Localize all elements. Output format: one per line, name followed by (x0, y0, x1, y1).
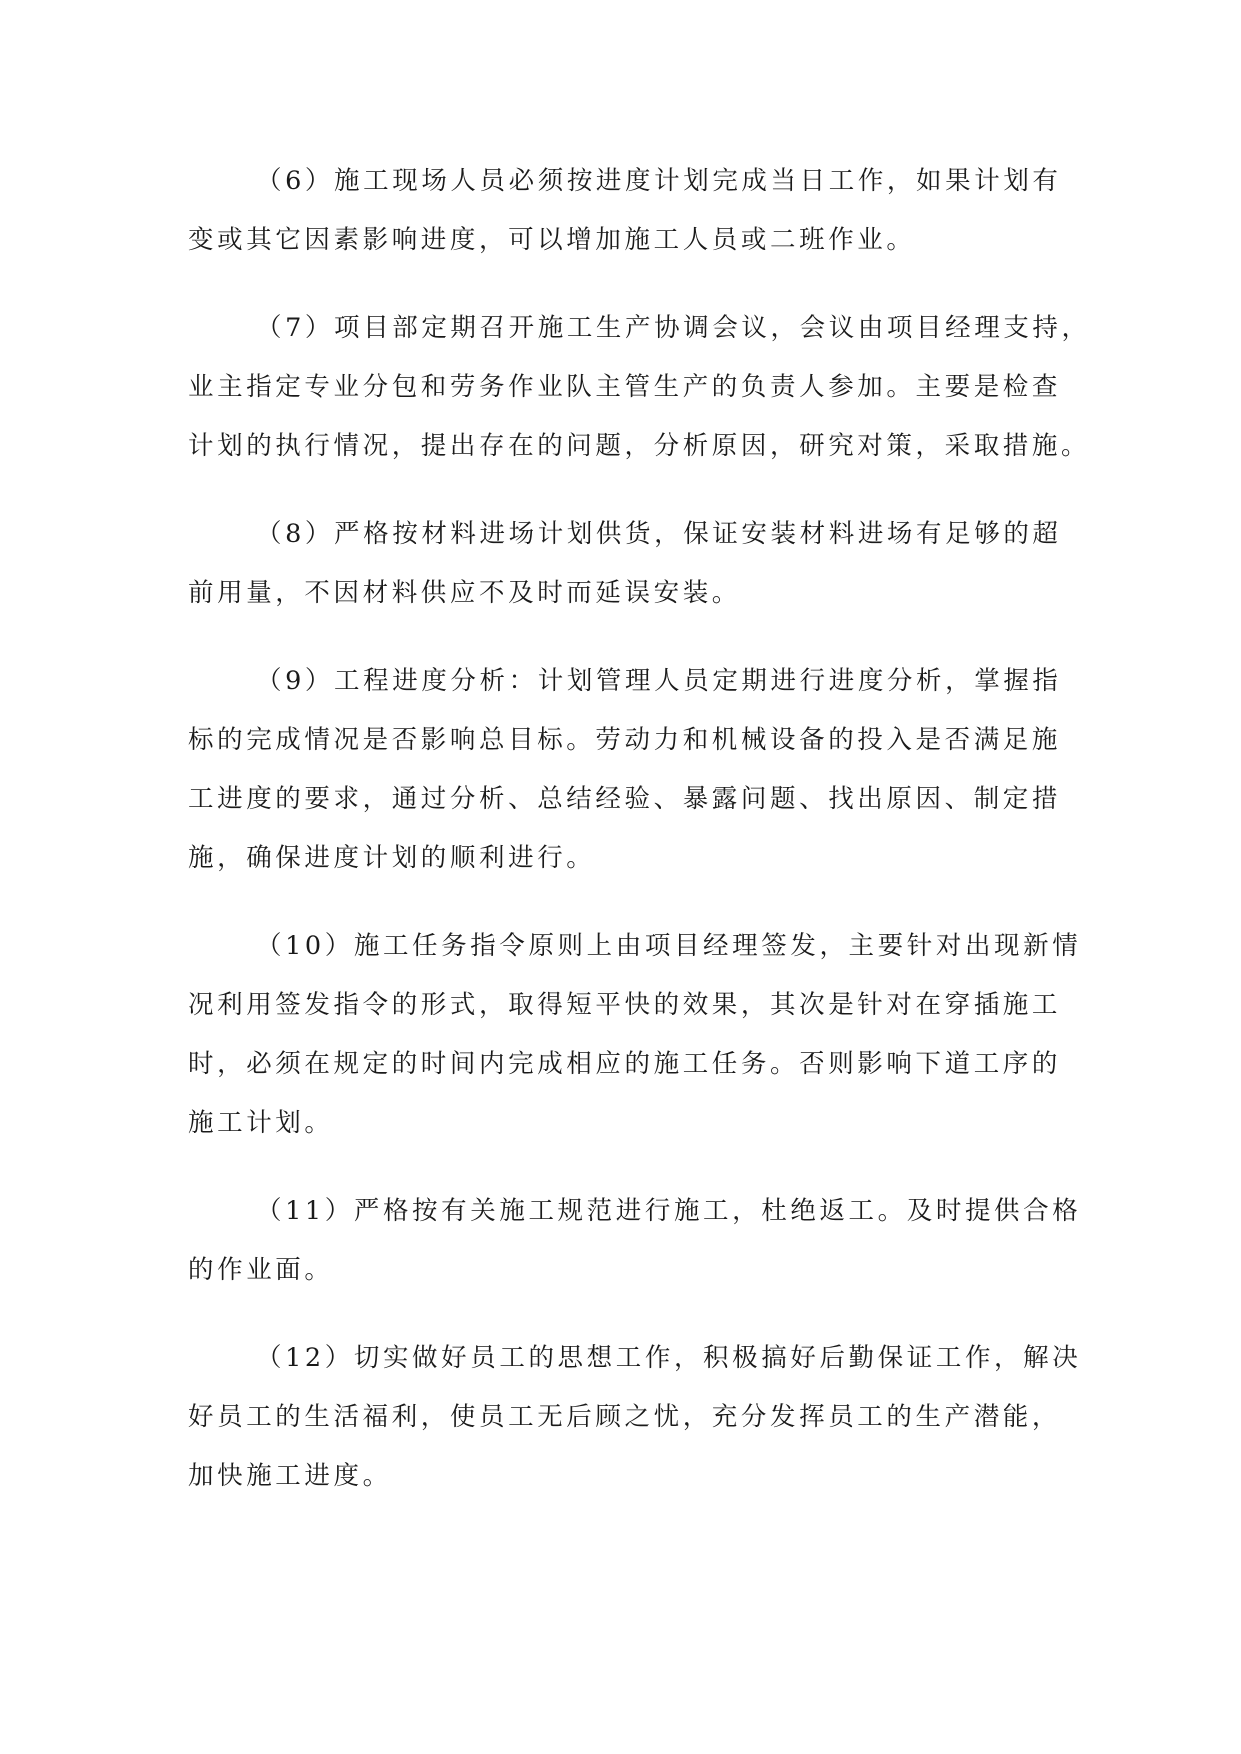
document-body (188, 152, 1091, 1535)
paragraph-line: （6）施工现场人员必须按进度计划完成当日工作，如果计划有 (256, 166, 1062, 196)
paragraph-line: 前用量，不因材料供应不及时而延误安装。 (188, 578, 741, 608)
paragraph-line: （12）切实做好员工的思想工作，积极搞好后勤保证工作，解决 (256, 1343, 1082, 1373)
paragraph-10 (188, 917, 1082, 1153)
paragraph-line: 业主指定专业分包和劳务作业队主管生产的负责人参加。主要是检查 (188, 372, 1062, 402)
paragraph-line: （11）严格按有关施工规范进行施工，杜绝返工。及时提供合格 (256, 1196, 1082, 1226)
paragraph-line: 变或其它因素影响进度，可以增加施工人员或二班作业。 (188, 225, 916, 255)
paragraph-line: （9）工程进度分析：计划管理人员定期进行进度分析，掌握指 (256, 666, 1062, 696)
paragraph-11 (188, 1182, 1082, 1300)
paragraph-line: 时，必须在规定的时间内完成相应的施工任务。否则影响下道工序的 (188, 1049, 1062, 1079)
paragraph-line: 施，确保进度计划的顺利进行。 (188, 843, 596, 873)
paragraph-line: 好员工的生活福利，使员工无后顾之忧，充分发挥员工的生产潜能， (188, 1402, 1062, 1432)
paragraph-line: 施工计划。 (188, 1108, 334, 1138)
paragraph-8 (188, 505, 1062, 623)
paragraph-9 (188, 652, 1062, 888)
paragraph-line: （8）严格按材料进场计划供货，保证安装材料进场有足够的超 (256, 519, 1062, 549)
paragraph-line: 况利用签发指令的形式，取得短平快的效果，其次是针对在穿插施工 (188, 990, 1062, 1020)
paragraph-line: （10）施工任务指令原则上由项目经理签发，主要针对出现新情 (256, 931, 1082, 961)
paragraph-12 (188, 1329, 1082, 1506)
paragraph-line: （7）项目部定期召开施工生产协调会议，会议由项目经理支持， (256, 313, 1091, 343)
paragraph-7 (188, 299, 1091, 476)
paragraph-6 (188, 152, 1062, 270)
paragraph-line: 的作业面。 (188, 1255, 334, 1285)
paragraph-line: 标的完成情况是否影响总目标。劳动力和机械设备的投入是否满足施 (188, 725, 1062, 755)
paragraph-line: 计划的执行情况，提出存在的问题，分析原因，研究对策，采取措施。 (188, 431, 1091, 461)
paragraph-line: 工进度的要求，通过分析、总结经验、暴露问题、找出原因、制定措 (188, 784, 1062, 814)
paragraph-line: 加快施工进度。 (188, 1461, 392, 1491)
